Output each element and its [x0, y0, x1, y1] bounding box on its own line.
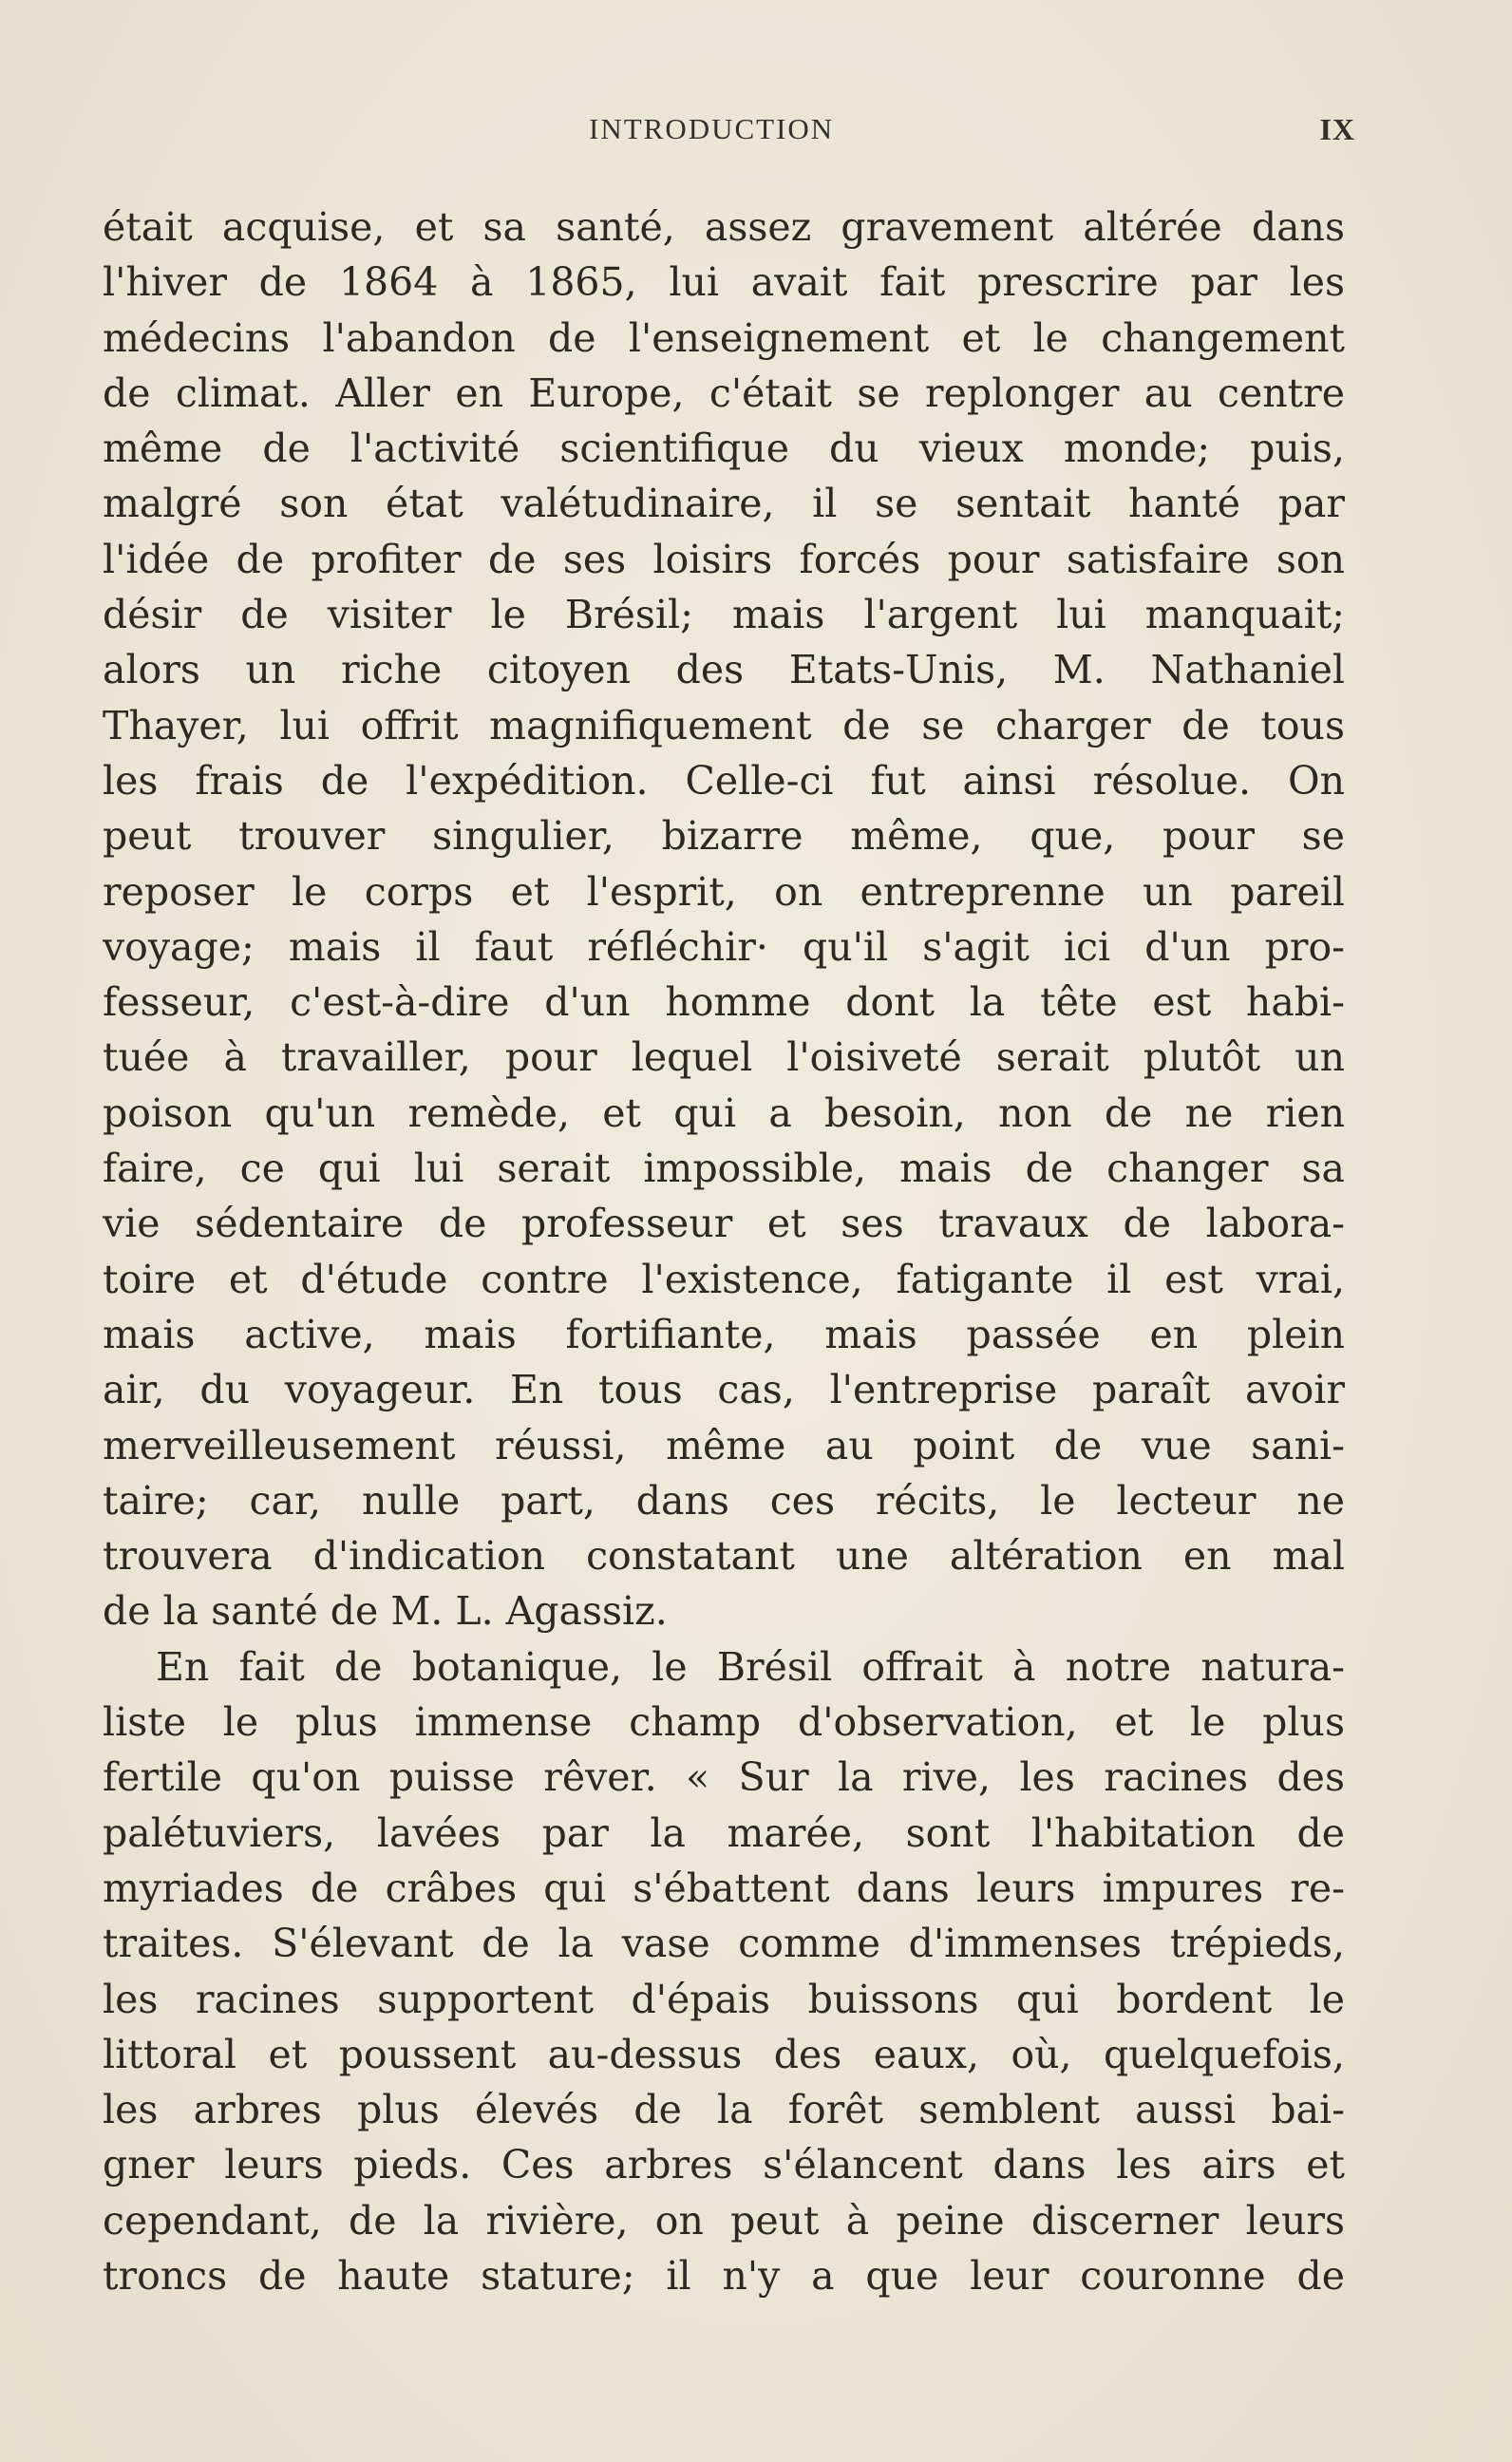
- text-line: troncs de haute stature; il n'y a que leur couronne de: [103, 2252, 1345, 2299]
- text-line: myriades de crâbes qui s'ébattent dans leurs impures re-: [103, 1865, 1345, 1911]
- text-line: de climat. Aller en Europe, c'était se replonger au centre: [103, 369, 1345, 416]
- running-head: [103, 112, 1355, 154]
- text-line: merveilleusement réussi, même au point de vue sani-: [103, 1422, 1345, 1468]
- text-line: tuée à travailler, pour lequel l'oisiveté serait plutôt un: [103, 1034, 1345, 1081]
- text-line: les arbres plus élevés de la forêt semblent aussi bai-: [103, 2087, 1345, 2133]
- text-line: traites. S'élevant de la vase comme d'immenses trépieds,: [103, 1921, 1345, 1967]
- running-title: INTRODUCTION: [589, 112, 835, 145]
- text-line: fertile qu'on puisse rêver. « Sur la rive, les racines des: [103, 1754, 1345, 1801]
- text-line: vie sédentaire de professeur et ses travaux de labora-: [103, 1201, 1345, 1247]
- text-line: même de l'activité scientifique du vieux monde; puis,: [103, 426, 1345, 472]
- text-line: air, du voyageur. En tous cas, l'entreprise paraît avoir: [103, 1367, 1345, 1413]
- text-line: l'idée de profiter de ses loisirs forcés pour satisfaire son: [103, 536, 1345, 582]
- text-line: liste le plus immense champ d'observation, et le plus: [103, 1699, 1345, 1746]
- text-line: trouvera d'indication constatant une altération en mal: [103, 1533, 1345, 1580]
- paragraph-start-line: En fait de botanique, le Brésil offrait à notre natura-: [156, 1643, 1345, 1690]
- text-line: fesseur, c'est-à-dire d'un homme dont la tête est habi-: [103, 979, 1345, 1026]
- text-line: médecins l'abandon de l'enseignement et le changement: [103, 314, 1345, 361]
- text-line: les racines supportent d'épais buissons qui bordent le: [103, 1976, 1345, 2022]
- text-line: les frais de l'expédition. Celle-ci fut ainsi résolue. On: [103, 757, 1345, 804]
- body-text: [103, 199, 1345, 2303]
- text-line: Thayer, lui offrit magnifiquement de se charger de tous: [103, 702, 1345, 748]
- text-line: gner leurs pieds. Ces arbres s'élancent dans les airs et: [103, 2142, 1345, 2188]
- text-line: toire et d'étude contre l'existence, fatigante il est vrai,: [103, 1256, 1345, 1302]
- text-line: cependant, de la rivière, on peut à peine discerner leurs: [103, 2197, 1345, 2244]
- text-line: était acquise, et sa santé, assez gravement altérée dans: [103, 204, 1345, 250]
- paragraph-end-line: de la santé de M. L. Agassiz.: [103, 1588, 668, 1635]
- text-line: l'hiver de 1864 à 1865, lui avait fait prescrire par les: [103, 259, 1345, 306]
- text-line: voyage; mais il faut réfléchir· qu'il s'agit ici d'un pro-: [103, 923, 1345, 970]
- text-line: palétuviers, lavées par la marée, sont l'habitation de: [103, 1809, 1345, 1856]
- text-line: taire; car, nulle part, dans ces récits, le lecteur ne: [103, 1477, 1345, 1524]
- text-line: désir de visiter le Brésil; mais l'argent lui manquait;: [103, 592, 1345, 638]
- text-line: reposer le corps et l'esprit, on entreprenne un pareil: [103, 868, 1345, 915]
- text-line: poison qu'un remède, et qui a besoin, non de ne rien: [103, 1089, 1345, 1136]
- text-line: malgré son état valétudinaire, il se sentait hanté par: [103, 481, 1345, 527]
- text-line: peut trouver singulier, bizarre même, que, pour se: [103, 813, 1345, 860]
- page-number: IX: [1319, 112, 1355, 146]
- text-line: littoral et poussent au-dessus des eaux, où, quelquefois,: [103, 2031, 1345, 2077]
- text-line: alors un riche citoyen des Etats-Unis, M. Nathaniel: [103, 647, 1345, 693]
- text-line: mais active, mais fortifiante, mais passée en plein: [103, 1311, 1345, 1357]
- text-line: faire, ce qui lui serait impossible, mais de changer sa: [103, 1146, 1345, 1192]
